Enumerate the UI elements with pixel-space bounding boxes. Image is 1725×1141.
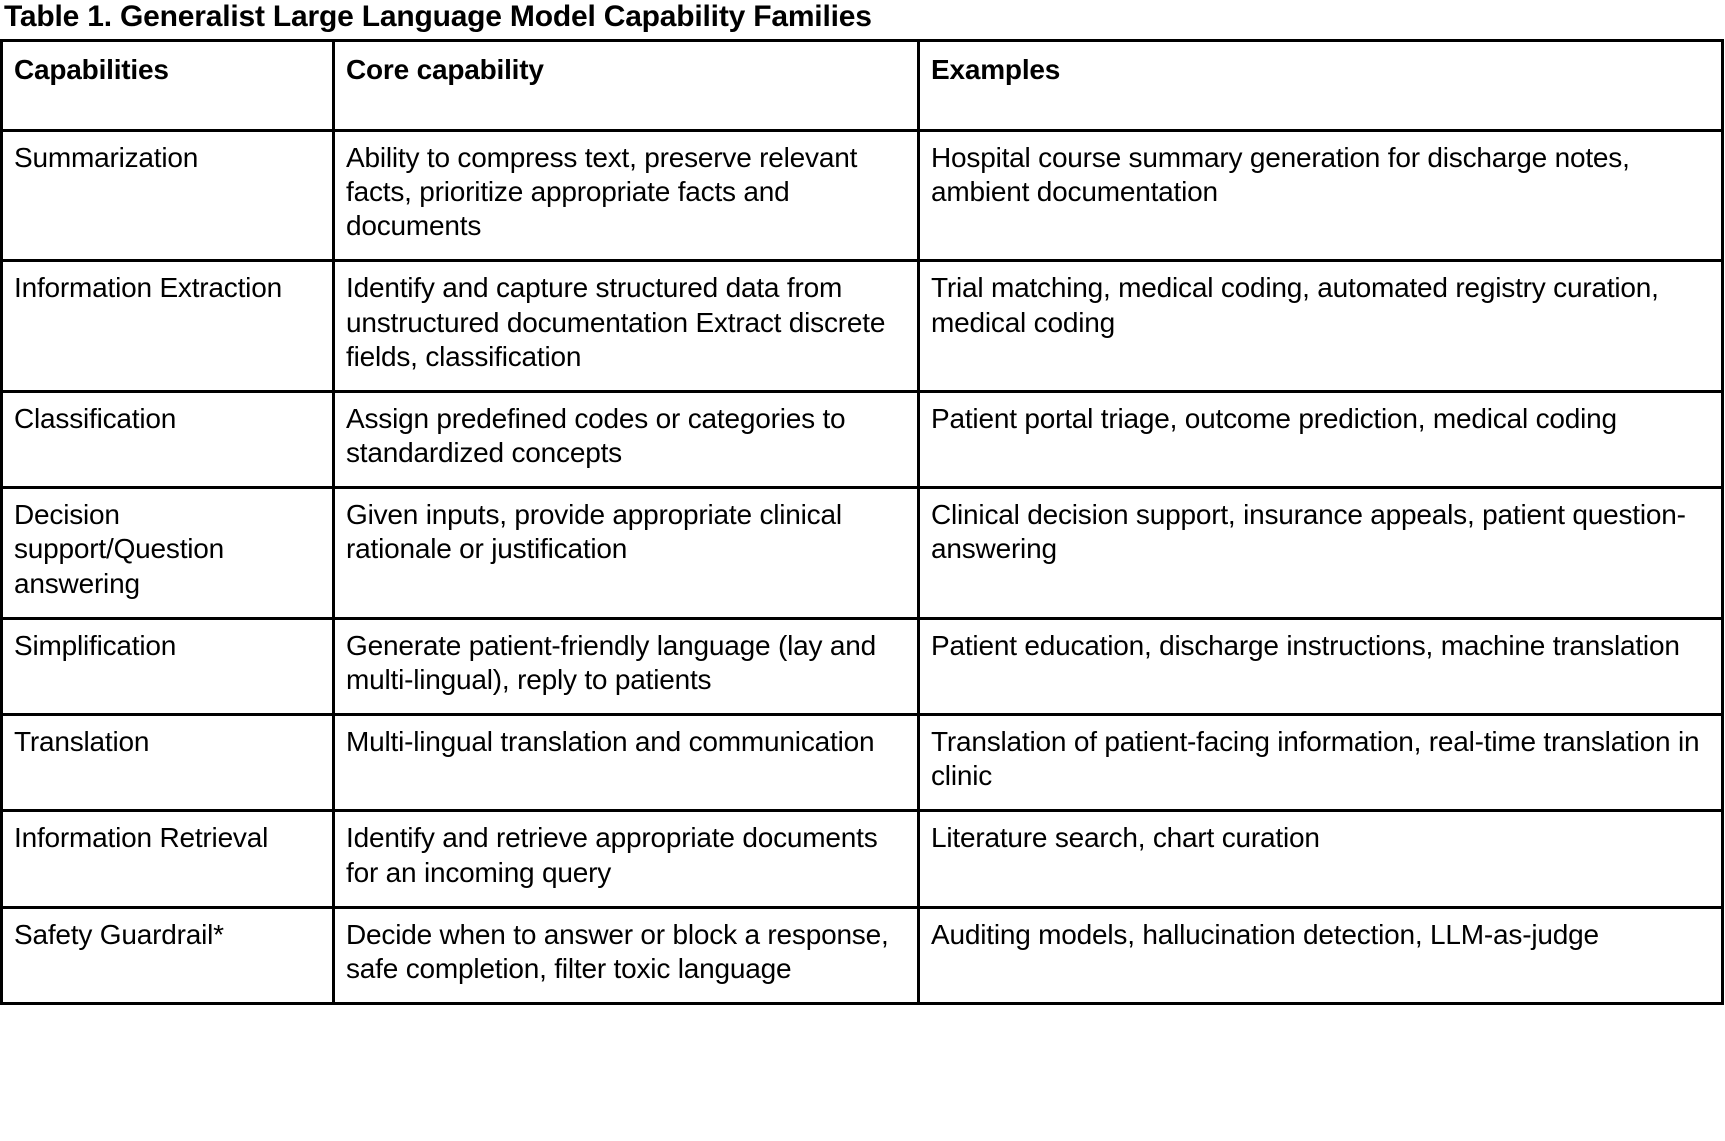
table-row [2, 618, 1723, 714]
cell-core-capability: Multi-lingual translation and communication [334, 715, 919, 811]
capability-families-table [0, 39, 1724, 1005]
table-row [2, 488, 1723, 618]
cell-examples: Trial matching, medical coding, automated registry curation, medical coding [919, 261, 1723, 391]
cell-core-capability: Decide when to answer or block a response, safe completion, filter toxic language [334, 907, 919, 1003]
cell-capability: Simplification [2, 618, 334, 714]
cell-core-capability: Identify and capture structured data from unstructured documentation Extract discrete fields, classification [334, 261, 919, 391]
cell-examples: Translation of patient-facing information, real-time translation in clinic [919, 715, 1723, 811]
table-row [2, 261, 1723, 391]
table-row [2, 907, 1723, 1003]
cell-capability: Information Retrieval [2, 811, 334, 907]
column-header-capabilities: Capabilities [2, 41, 334, 131]
cell-examples: Literature search, chart curation [919, 811, 1723, 907]
cell-capability: Translation [2, 715, 334, 811]
cell-examples: Clinical decision support, insurance appeals, patient question-answering [919, 488, 1723, 618]
cell-capability: Information Extraction [2, 261, 334, 391]
cell-core-capability: Ability to compress text, preserve relevant facts, prioritize appropriate facts and documents [334, 131, 919, 261]
table-row [2, 811, 1723, 907]
cell-core-capability: Given inputs, provide appropriate clinical rationale or justification [334, 488, 919, 618]
table-row [2, 715, 1723, 811]
table-header-row [2, 41, 1723, 131]
table-row [2, 131, 1723, 261]
table-head [2, 41, 1723, 131]
cell-capability: Summarization [2, 131, 334, 261]
cell-core-capability: Assign predefined codes or categories to standardized concepts [334, 391, 919, 487]
column-header-examples: Examples [919, 41, 1723, 131]
cell-examples: Patient education, discharge instructions, machine translation [919, 618, 1723, 714]
cell-capability: Classification [2, 391, 334, 487]
table-body [2, 131, 1723, 1004]
cell-capability: Decision support/Question answering [2, 488, 334, 618]
cell-core-capability: Generate patient-friendly language (lay and multi-lingual), reply to patients [334, 618, 919, 714]
column-header-core-capability: Core capability [334, 41, 919, 131]
cell-examples: Patient portal triage, outcome prediction, medical coding [919, 391, 1723, 487]
cell-examples: Auditing models, hallucination detection, LLM-as-judge [919, 907, 1723, 1003]
cell-examples: Hospital course summary generation for discharge notes, ambient documentation [919, 131, 1723, 261]
cell-core-capability: Identify and retrieve appropriate documents for an incoming query [334, 811, 919, 907]
table-row [2, 391, 1723, 487]
table-caption: Table 1. Generalist Large Language Model Capability Families [4, 0, 872, 33]
cell-capability: Safety Guardrail* [2, 907, 334, 1003]
